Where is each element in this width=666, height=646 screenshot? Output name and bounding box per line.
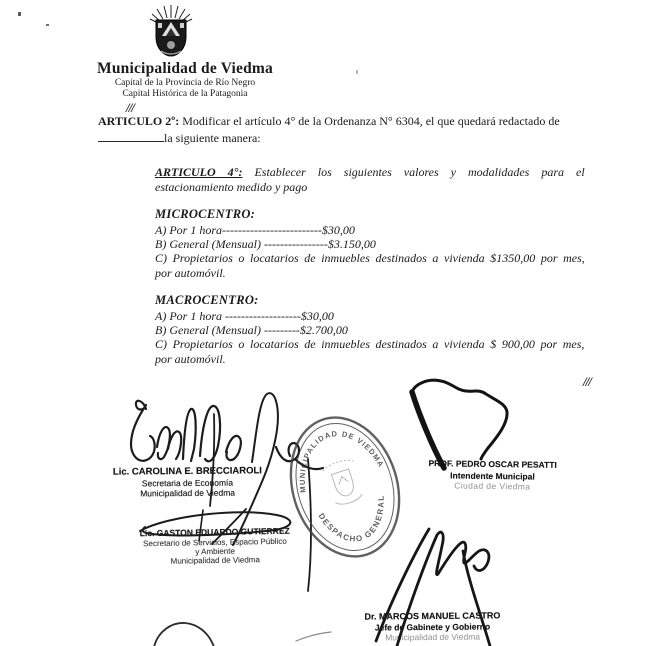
macrocentro-item-b: B) General (Mensual) ---------$2.700,00 <box>155 323 348 337</box>
article-2-line-2 <box>98 130 261 145</box>
signer-name: Lic. CAROLINA E. BRECCIAROLI <box>112 465 262 478</box>
signer-role: Secretario de Servicios, Espacio Público <box>143 536 287 549</box>
article-2-line-1 <box>98 114 560 128</box>
signer-name: Dr. MARCOS MANUEL CASTRO <box>364 610 501 622</box>
svg-text:MUNICIPALIDAD DE VIEDMA <box>283 417 386 495</box>
signer-role-2: y Ambiente <box>195 546 235 557</box>
microcentro-item-c-line-2: por automóvil. <box>155 266 226 280</box>
signature-block-pesatti <box>400 458 585 493</box>
signature-block-brecciaroli <box>85 465 290 499</box>
stamp-inner-crest <box>322 457 366 507</box>
article-4-text: Establecer los siguientes valores y modalidades para el <box>254 165 585 179</box>
signer-org: Municipalidad de Viedma <box>140 487 236 499</box>
macrocentro-title: MACROCENTRO: <box>155 293 259 307</box>
continuation-mark-right: /// <box>583 374 591 389</box>
continuation-mark-top: /// <box>126 100 134 115</box>
stamp-top-text: MUNICIPALIDAD DE VIEDMA <box>297 429 387 494</box>
stamp-bottom-text: DESPACHO GENERAL <box>316 494 386 544</box>
article-2-line-2-text: la siguiente manera: <box>164 131 261 145</box>
signer-name: Lic. GASTON EDUARDO GUTIERREZ <box>139 525 290 539</box>
blank-underline <box>98 130 164 142</box>
signer-role: Secretaria de Economía <box>141 477 234 489</box>
signature-block-castro <box>340 610 525 643</box>
scan-speck <box>46 24 49 26</box>
macrocentro-item-c-line-2: por automóvil. <box>155 352 226 366</box>
signer-org: Municipalidad de Viedma <box>385 631 481 643</box>
signer-org: Municipalidad de Viedma <box>170 555 260 566</box>
signature-block-gutierrez <box>110 525 321 567</box>
signer-org: Ciudad de Viedma <box>454 480 531 492</box>
signer-role: Jefe de Gabinete y Gobierno <box>374 621 491 633</box>
signer-role: Intendente Municipal <box>450 470 535 482</box>
article-4-label: ARTICULO 4°: <box>155 165 243 179</box>
microcentro-item-a: A) Por 1 hora-------------------------$30,00 <box>155 223 355 237</box>
signer-name: PROF. PEDRO OSCAR PESATTI <box>428 458 557 470</box>
org-name: Municipalidad de Viedma <box>97 60 273 77</box>
microcentro-title: MICROCENTRO: <box>155 207 256 221</box>
macrocentro-item-a: A) Por 1 hora -------------------$30,00 <box>155 309 334 323</box>
svg-text:DESPACHO GENERAL <box>316 492 398 554</box>
partial-stamp-arc <box>154 623 331 646</box>
signature-ink-pesatti <box>412 380 507 468</box>
article-4-line-2: estacionamiento medido y pago <box>155 180 308 194</box>
scan-speck <box>356 70 358 74</box>
microcentro-item-b: B) General (Mensual) ----------------$3.150,00 <box>155 237 376 251</box>
scan-speck <box>18 12 21 16</box>
article-4-line-1 <box>155 165 585 179</box>
microcentro-item-c-line-1: C) Propietarios o locatarios de inmuebles destinados a vivienda $1350,00 por mes, <box>155 251 585 265</box>
municipal-coat-of-arms-icon <box>149 3 193 61</box>
org-subtitle-province: Capital de la Provincia de Río Negro <box>114 78 256 88</box>
article-2-text: Modificar el artículo 4° de la Ordenanza N° 6304, el que quedará redactado de <box>182 114 560 128</box>
org-subtitle-patagonia: Capital Histórica de la Patagonia <box>122 89 248 99</box>
macrocentro-item-c-line-1: C) Propietarios o locatarios de inmuebles destinados a vivienda $ 900,00 por mes, <box>155 337 585 351</box>
article-2-label: ARTICULO 2º: <box>98 114 180 128</box>
